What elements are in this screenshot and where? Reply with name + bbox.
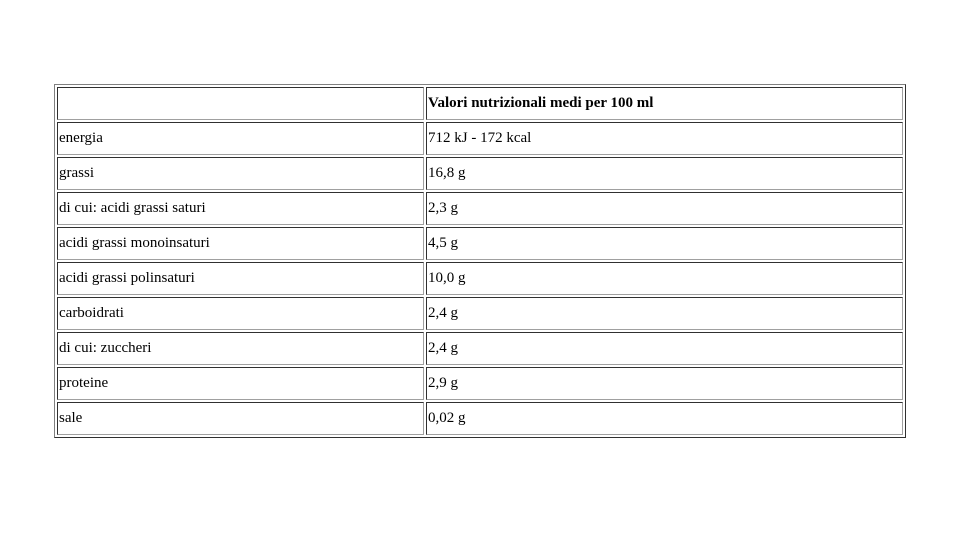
- nutrient-value: 2,9 g: [426, 367, 903, 400]
- nutrient-value: 16,8 g: [426, 157, 903, 190]
- nutrient-value: 2,4 g: [426, 297, 903, 330]
- nutrient-value: 712 kJ - 172 kcal: [426, 122, 903, 155]
- table-row: [57, 122, 903, 155]
- table-row: [57, 157, 903, 190]
- nutrient-value: 10,0 g: [426, 262, 903, 295]
- nutrient-value: 2,4 g: [426, 332, 903, 365]
- table-row: [57, 332, 903, 365]
- nutrient-label: di cui: acidi grassi saturi: [57, 192, 424, 225]
- header-label-cell: [57, 87, 424, 120]
- nutrient-value: 4,5 g: [426, 227, 903, 260]
- nutrition-table: [54, 84, 906, 438]
- header-value-cell: Valori nutrizionali medi per 100 ml: [426, 87, 903, 120]
- nutrient-label: grassi: [57, 157, 424, 190]
- nutrient-label: energia: [57, 122, 424, 155]
- nutrient-label: proteine: [57, 367, 424, 400]
- nutrient-label: acidi grassi polinsaturi: [57, 262, 424, 295]
- nutrient-label: acidi grassi monoinsaturi: [57, 227, 424, 260]
- table-row: [57, 192, 903, 225]
- nutrient-value: 2,3 g: [426, 192, 903, 225]
- table-row: [57, 262, 903, 295]
- nutrient-label: sale: [57, 402, 424, 435]
- table-row: [57, 227, 903, 260]
- table-row: [57, 402, 903, 435]
- table-row: [57, 367, 903, 400]
- table-row: [57, 297, 903, 330]
- nutrient-value: 0,02 g: [426, 402, 903, 435]
- table-header-row: [57, 87, 903, 120]
- nutrient-label: di cui: zuccheri: [57, 332, 424, 365]
- nutrient-label: carboidrati: [57, 297, 424, 330]
